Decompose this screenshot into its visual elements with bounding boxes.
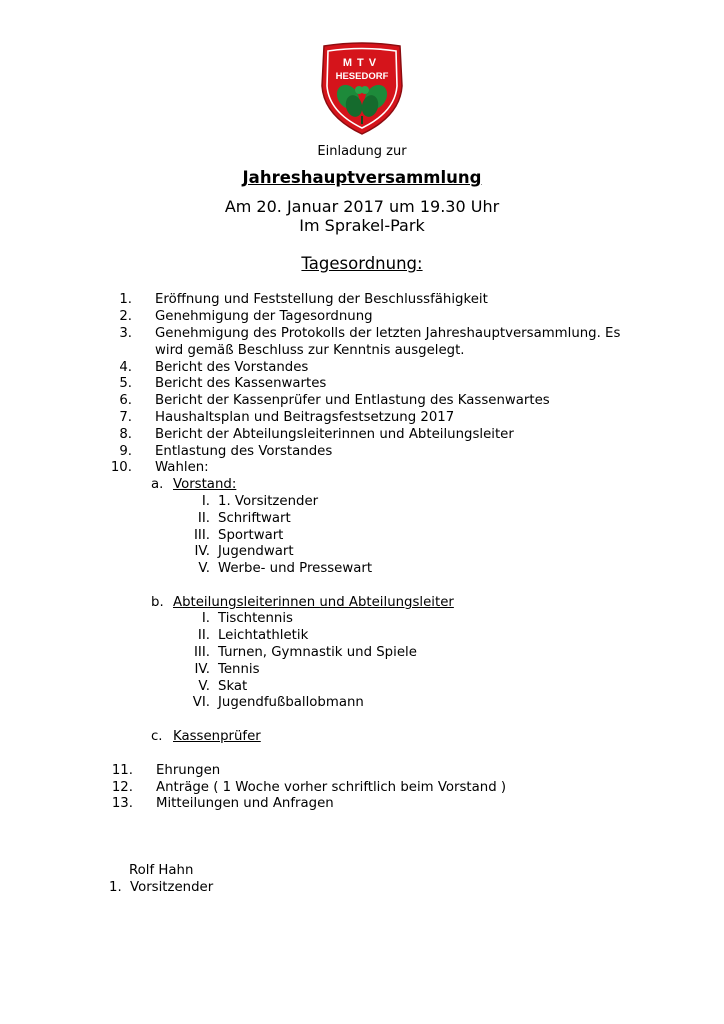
agenda-item-number: 11. [111, 763, 133, 778]
agenda-item-text: Ehrungen [156, 763, 221, 778]
agenda-item-text: Entlastung des Vorstandes [155, 444, 333, 459]
agenda-item-number: 8. [119, 427, 132, 442]
agenda-item-text: Bericht der Abteilungsleiterinnen und Abteilungsleiter [155, 427, 514, 442]
election-subitem-number: II. [197, 511, 210, 526]
club-logo [318, 42, 406, 136]
agenda-item-text: Wahlen: [155, 460, 209, 475]
election-group-letter: b. [151, 595, 164, 610]
date-line: Am 20. Januar 2017 um 19.30 Uhr [224, 197, 500, 216]
signature-role-number: 1. [109, 880, 122, 895]
agenda-item-text: Bericht des Vorstandes [155, 360, 309, 375]
agenda-item-number: 4. [119, 360, 132, 375]
signature-role: Vorsitzender [130, 880, 214, 895]
election-subitem-number: II. [197, 628, 210, 643]
election-subitem-number: IV. [194, 544, 210, 559]
agenda-item-number: 1. [119, 292, 132, 307]
agenda-item-text: Haushaltsplan und Beitragsfestsetzung 2017 [155, 410, 455, 425]
agenda-item-number: 13. [111, 796, 133, 811]
agenda-item-text: Anträge ( 1 Woche vorher schriftlich beim Vorstand ) [156, 780, 507, 795]
agenda-item-number: 10. [110, 460, 132, 475]
logo-name-text: HESEDORF [335, 71, 389, 82]
election-subitem-text: Leichtathletik [218, 628, 309, 643]
election-subitem-text: Jugendwart [218, 544, 294, 559]
election-group-title: Vorstand: [173, 477, 237, 492]
agenda-item-number: 3. [119, 326, 132, 341]
document-title: Jahreshauptversammlung [242, 168, 482, 187]
election-subitem-text: Turnen, Gymnastik und Spiele [218, 645, 417, 660]
signature-name: Rolf Hahn [129, 863, 194, 878]
agenda-item-text: wird gemäß Beschluss zur Kenntnis ausgelegt. [155, 343, 465, 358]
agenda-item-text: Bericht des Kassenwartes [155, 376, 327, 391]
intro-text: Einladung zur [317, 144, 407, 159]
election-subitem-number: III. [194, 528, 210, 543]
election-subitem-text: Tennis [218, 662, 260, 677]
election-subitem-text: Werbe- und Pressewart [218, 561, 373, 576]
agenda-item-number: 6. [119, 393, 132, 408]
agenda-item-text: Eröffnung und Feststellung der Beschlussfähigkeit [155, 292, 488, 307]
election-group-letter: c. [151, 729, 163, 744]
agenda-item-number: 5. [119, 376, 132, 391]
election-subitem-text: Sportwart [218, 528, 284, 543]
agenda-item-text: Mitteilungen und Anfragen [156, 796, 334, 811]
election-subitem-text: Tischtennis [218, 611, 293, 626]
agenda-item-number: 9. [119, 444, 132, 459]
agenda-item-number: 12. [111, 780, 133, 795]
agenda-item-number: 7. [119, 410, 132, 425]
agenda-item-text: Genehmigung des Protokolls der letzten Jahreshauptversammlung. Es [155, 326, 621, 341]
election-subitem-text: Jugendfußballobmann [218, 695, 364, 710]
election-subitem-number: IV. [194, 662, 210, 677]
agenda-item-text: Bericht der Kassenprüfer und Entlastung des Kassenwartes [155, 393, 550, 408]
agenda-title: Tagesordnung: [301, 254, 423, 273]
election-subitem-number: I. [201, 611, 210, 626]
place-line: Im Sprakel-Park [299, 216, 425, 235]
election-subitem-text: 1. Vorsitzender [218, 494, 319, 509]
election-group-title: Kassenprüfer [173, 729, 261, 744]
logo-mtv-text: MTV [342, 57, 382, 69]
election-subitem-number: III. [194, 645, 210, 660]
agenda-item-text: Genehmigung der Tagesordnung [155, 309, 373, 324]
election-subitem-text: Schriftwart [218, 511, 291, 526]
election-group-title: Abteilungsleiterinnen und Abteilungsleiter [173, 595, 454, 610]
election-group-letter: a. [151, 477, 164, 492]
election-subitem-number: V. [198, 561, 210, 576]
election-subitem-number: VI. [192, 695, 210, 710]
agenda-item-number: 2. [119, 309, 132, 324]
election-subitem-text: Skat [218, 679, 248, 694]
election-subitem-number: I. [201, 494, 210, 509]
election-subitem-number: V. [198, 679, 210, 694]
